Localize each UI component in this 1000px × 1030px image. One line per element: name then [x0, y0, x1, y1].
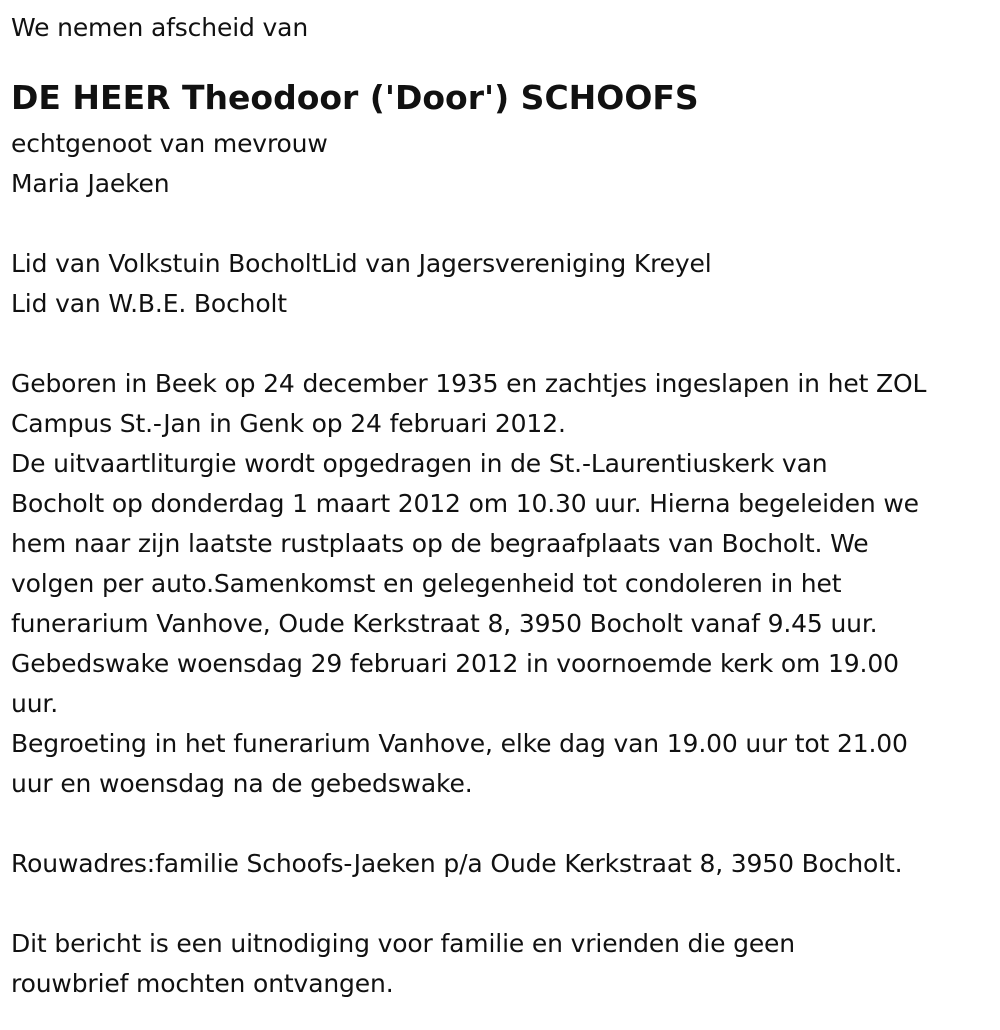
- spacer: [11, 804, 988, 844]
- details-line: Begroeting in het funerarium Vanhove, elke dag van 19.00 uur tot 21.00: [11, 729, 908, 758]
- spacer: [11, 324, 988, 364]
- mourning-address: Rouwadres:familie Schoofs-Jaeken p/a Oude Kerkstraat 8, 3950 Bocholt.: [11, 849, 903, 878]
- closing-line: Dit bericht is een uitnodiging voor familie en vrienden die geen: [11, 929, 795, 958]
- details-line: funerarium Vanhove, Oude Kerkstraat 8, 3950 Bocholt vanaf 9.45 uur.: [11, 609, 878, 638]
- membership-line: Lid van Volkstuin BocholtLid van Jagersvereniging Kreyel: [11, 249, 712, 278]
- closing-line: rouwbrief mochten ontvangen.: [11, 969, 394, 998]
- details-line: Geboren in Beek op 24 december 1935 en zachtjes ingeslapen in het ZOL: [11, 369, 927, 398]
- spouse-line-2: Maria Jaeken: [11, 169, 170, 198]
- details-line: uur.: [11, 689, 59, 718]
- details-line: volgen per auto.Samenkomst en gelegenheid tot condoleren in het: [11, 569, 842, 598]
- membership-line: Lid van W.B.E. Bocholt: [11, 289, 287, 318]
- spouse-line-1: echtgenoot van mevrouw: [11, 129, 328, 158]
- details-line: Bocholt op donderdag 1 maart 2012 om 10.30 uur. Hierna begeleiden we: [11, 489, 919, 518]
- details-line: uur en woensdag na de gebedswake.: [11, 769, 473, 798]
- details-line: Gebedswake woensdag 29 februari 2012 in voornoemde kerk om 19.00: [11, 649, 899, 678]
- spacer: [11, 204, 988, 244]
- intro-text: We nemen afscheid van: [11, 13, 309, 42]
- deceased-name: DE HEER Theodoor ('Door') SCHOOFS: [11, 78, 699, 117]
- details-line: De uitvaartliturgie wordt opgedragen in de St.-Laurentiuskerk van: [11, 449, 828, 478]
- details-line: Campus St.-Jan in Genk op 24 februari 2012.: [11, 409, 566, 438]
- details-line: hem naar zijn laatste rustplaats op de begraafplaats van Bocholt. We: [11, 529, 869, 558]
- spacer: [11, 884, 988, 924]
